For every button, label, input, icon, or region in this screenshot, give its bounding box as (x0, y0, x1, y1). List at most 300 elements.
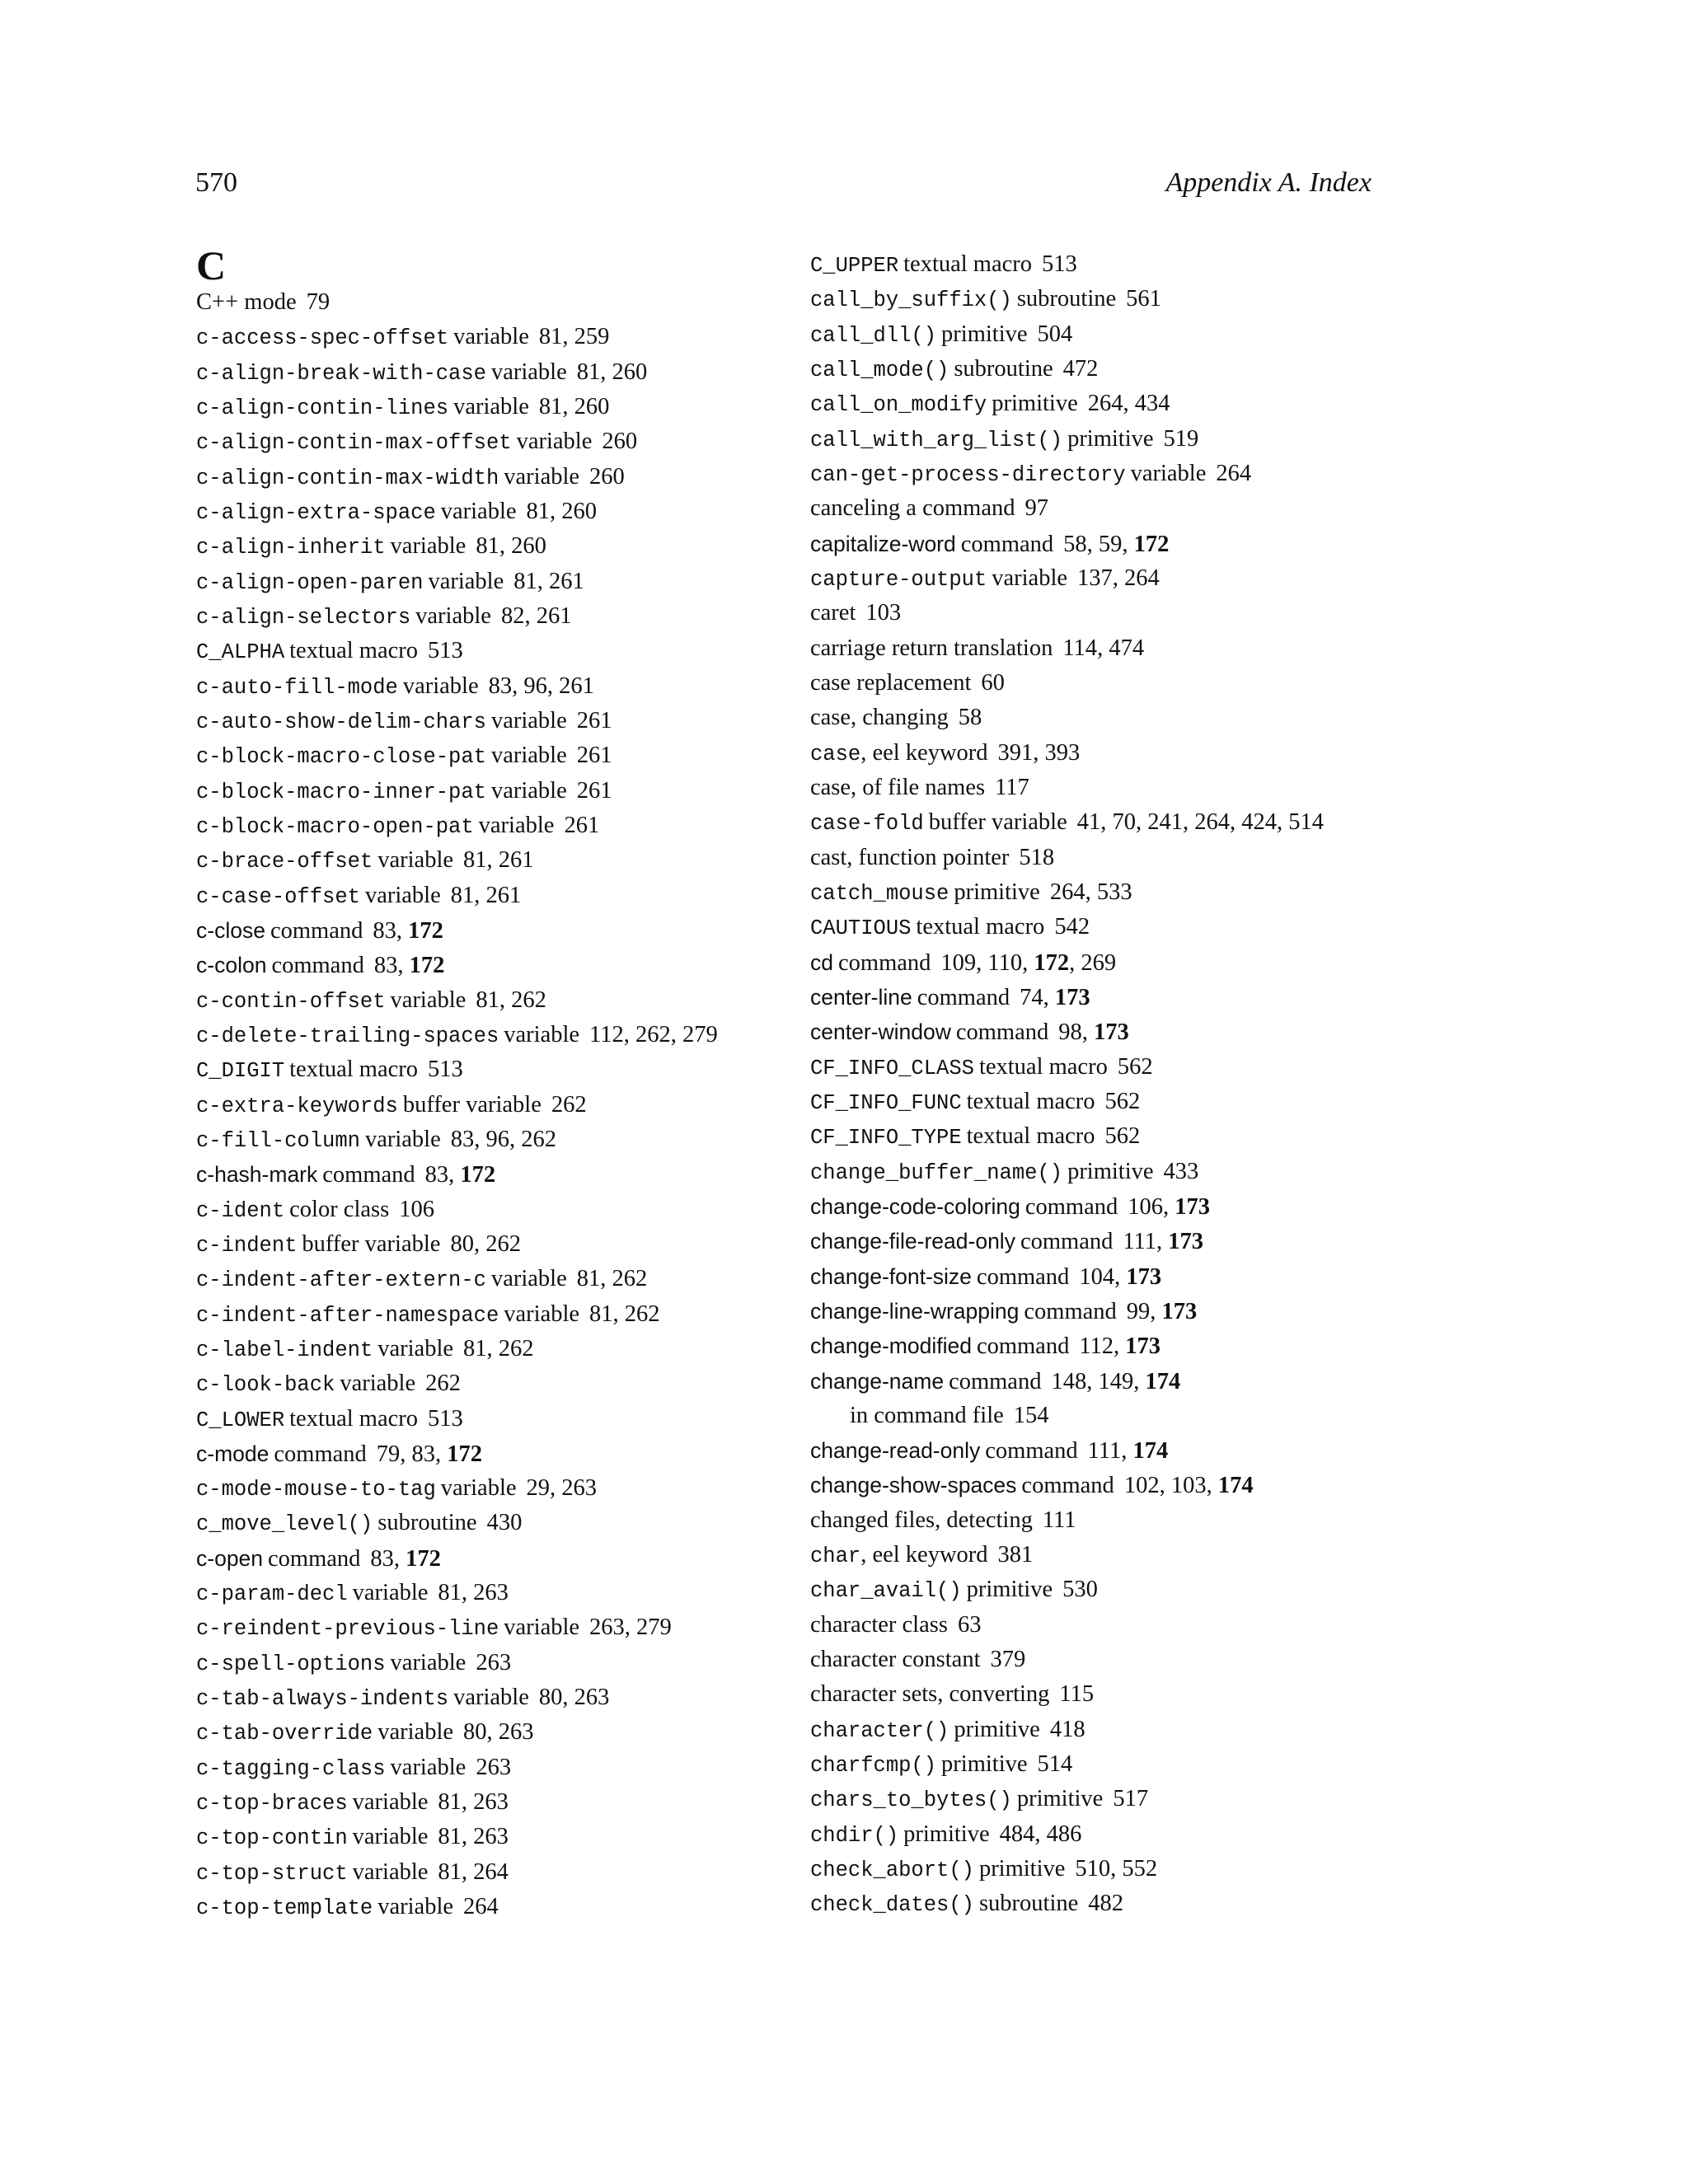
index-entry (810, 841, 1486, 875)
index-term-kind: command (960, 531, 1054, 557)
index-entry (810, 666, 1486, 701)
page-ref: 262 (425, 1371, 461, 1397)
page-references: 81, 262 (576, 1266, 648, 1292)
page-ref: 264 (1216, 460, 1252, 486)
page-ref: 154 (1013, 1402, 1049, 1428)
index-entry (196, 390, 823, 424)
page-references: 106, 173 (1128, 1193, 1210, 1220)
index-term: in command file (850, 1402, 1004, 1428)
index-term: c-brace-offset (196, 850, 373, 874)
page-ref: 262 (612, 1266, 648, 1292)
page-ref: 104 (1079, 1263, 1115, 1290)
page-ref: 279 (682, 1021, 718, 1047)
index-term-kind: textual macro (289, 1057, 419, 1083)
page-ref: 430 (486, 1510, 523, 1536)
index-term: c-close (196, 917, 265, 943)
index-term: c-align-selectors (196, 605, 411, 630)
index-term-kind: primitive (992, 391, 1078, 417)
index-entry (810, 527, 1486, 561)
page-references: 81, 262 (463, 1335, 534, 1361)
page-ref: 514 (1037, 1751, 1073, 1778)
page-ref: 172 (1034, 949, 1070, 976)
index-term-kind: primitive (1067, 1158, 1154, 1184)
index-term: change-file-read-only (810, 1229, 1015, 1254)
page-references (399, 1197, 434, 1222)
index-entry (196, 843, 823, 878)
index-entry (196, 1471, 823, 1506)
index-entry (196, 355, 823, 390)
index-entry (196, 774, 823, 808)
index-term-kind: variable (352, 1858, 429, 1885)
page-references: 29, 263 (526, 1475, 598, 1502)
index-entry (196, 983, 823, 1018)
index-term: c-top-struct (196, 1861, 348, 1886)
index-entry (196, 704, 823, 738)
index-term-kind: primitive (954, 1716, 1040, 1742)
page-ref: 98 (1058, 1019, 1082, 1046)
page-ref: 552 (1122, 1856, 1158, 1882)
page-ref: 81 (463, 1335, 487, 1361)
page-references: 81, 262 (476, 987, 546, 1013)
index-entry (810, 1085, 1486, 1119)
page-ref: 262 (498, 1335, 534, 1361)
page-ref: 379 (990, 1647, 1026, 1673)
page-ref: 83 (424, 1162, 449, 1188)
page-references: 81, 263 (438, 1580, 509, 1606)
page-ref: 263 (561, 1475, 598, 1502)
index-term: case (810, 742, 861, 766)
page-ref: 58 (958, 705, 982, 731)
page-ref: 513 (428, 638, 463, 664)
index-entry (810, 701, 1486, 735)
page-ref: 106 (399, 1196, 434, 1222)
index-term-kind: variable (504, 1021, 580, 1047)
page-ref: 472 (1062, 355, 1099, 382)
index-term-kind: variable (478, 812, 555, 838)
index-term: c-auto-fill-mode (196, 675, 398, 700)
page-ref: 81 (538, 324, 563, 350)
page-ref: 81 (450, 882, 475, 908)
page-references: 98, 173 (1058, 1019, 1129, 1046)
page-references (959, 705, 982, 730)
page-ref: 81 (463, 847, 487, 874)
index-entry (196, 424, 823, 459)
index-term: CF_INFO_CLASS (810, 1056, 974, 1080)
index-term: c-top-contin (196, 1826, 348, 1851)
page-ref: 263 (476, 1754, 512, 1780)
index-term-kind: variable (440, 1475, 517, 1502)
index-entry (196, 1297, 823, 1332)
page-ref: 111 (1042, 1507, 1076, 1533)
index-term-kind: primitive (941, 321, 1028, 347)
page-references (577, 778, 612, 804)
page-ref: 111 (1087, 1438, 1122, 1465)
index-entry (810, 736, 1486, 771)
index-term-kind: subroutine (377, 1510, 477, 1536)
index-term: c-auto-show-delim-chars (196, 710, 486, 734)
page-references: 83, 172 (373, 953, 445, 979)
index-entry (810, 1886, 1486, 1921)
index-term-kind: buffer variable (402, 1091, 542, 1118)
page-ref: 103 (1170, 1473, 1207, 1499)
index-term: character class (810, 1611, 948, 1638)
page-ref: 262 (624, 1301, 660, 1327)
page-references: 81, 264 (438, 1858, 509, 1885)
page-ref: 112 (589, 1021, 624, 1047)
index-term: c-tab-always-indents (196, 1687, 449, 1712)
page-ref: 174 (1145, 1368, 1181, 1394)
page-references: 111, 174 (1087, 1438, 1169, 1465)
index-term: c-ident (196, 1198, 285, 1223)
index-term: change-modified (810, 1333, 972, 1359)
page-references: 79, 83, 172 (376, 1441, 483, 1467)
page-ref: 81 (476, 533, 499, 560)
page-ref: 79 (306, 289, 331, 315)
page-ref: 172 (460, 1162, 496, 1188)
index-term: canceling a command (810, 495, 1015, 522)
index-term-kind: command (1021, 1473, 1114, 1499)
page-ref: 106 (1128, 1193, 1163, 1220)
index-term-kind: variable (352, 1824, 429, 1850)
page-ref: 83 (373, 917, 396, 944)
index-entry (196, 879, 823, 913)
index-term: c-delete-trailing-spaces (196, 1024, 499, 1048)
page-ref: 80 (538, 1685, 563, 1711)
index-entry (810, 1677, 1486, 1712)
index-term: change-name (810, 1368, 945, 1394)
page-references: 148, 149, 174 (1051, 1368, 1181, 1394)
page-ref: 562 (1117, 1053, 1153, 1080)
index-entry (196, 1122, 823, 1157)
page-ref: 83 (411, 1441, 436, 1467)
page-ref: 486 (1046, 1821, 1082, 1847)
page-ref: 260 (612, 359, 648, 385)
index-term-kind: variable (992, 565, 1068, 591)
index-entry (810, 247, 1486, 282)
index-term: c-param-decl (196, 1582, 348, 1607)
page-ref: 81 (438, 1580, 462, 1606)
index-entry (196, 1680, 823, 1715)
index-term-kind: primitive (966, 1577, 1053, 1603)
index-term-kind: textual macro (903, 251, 1033, 277)
index-term-kind: subroutine (954, 355, 1053, 382)
page-ref: 241 (1147, 809, 1183, 836)
index-entry (196, 1785, 823, 1820)
page-ref: 82 (500, 602, 525, 629)
index-term-kind: variable (490, 777, 567, 804)
page-references (865, 600, 901, 626)
page-references: 83, 172 (370, 1545, 441, 1572)
page-ref: 263 (476, 1649, 512, 1675)
running-header-title: Appendix A. Index (1165, 167, 1372, 198)
page-ref: 263 (589, 1615, 625, 1641)
page-ref: 261 (559, 673, 594, 699)
index-entry (196, 1193, 823, 1227)
page-ref: 115 (1059, 1681, 1095, 1708)
index-entry (196, 808, 823, 843)
page-ref: 263 (498, 1719, 534, 1746)
page-ref: 513 (1042, 251, 1077, 277)
index-entry (810, 282, 1486, 316)
index-term: c-contin-offset (196, 989, 386, 1014)
index-term-kind: variable (377, 1894, 454, 1920)
index-entry (196, 1332, 823, 1366)
page-ref: 172 (408, 917, 443, 944)
page-ref: 74 (1020, 984, 1043, 1010)
page-references (958, 1612, 982, 1638)
page-ref: 29 (526, 1475, 551, 1502)
page-ref: 263 (574, 1685, 610, 1711)
index-term-kind: command (1025, 1193, 1118, 1220)
index-term: c-block-macro-inner-pat (196, 780, 486, 804)
page-references (1063, 356, 1099, 382)
index-entry (810, 1189, 1486, 1224)
page-references: 114, 474 (1062, 635, 1145, 661)
index-term: C_ALPHA (196, 640, 285, 665)
page-ref: 99 (1126, 1298, 1151, 1324)
page-ref: 63 (957, 1611, 982, 1638)
index-column-right (810, 247, 1486, 1922)
page-references: 81, 260 (476, 533, 546, 560)
index-term: c-indent-after-namespace (196, 1303, 499, 1328)
index-term: C_LOWER (196, 1408, 285, 1432)
page-ref: 172 (406, 1545, 441, 1572)
page-ref: 70 (1112, 809, 1136, 836)
page-ref: 80 (450, 1230, 474, 1257)
page-references: 81, 260 (538, 393, 610, 419)
page-ref: 81 (476, 987, 499, 1013)
index-term-kind: buffer variable (928, 809, 1067, 836)
right-entries (810, 247, 1486, 1922)
page-ref: 81 (538, 393, 563, 419)
index-entry (196, 599, 823, 634)
page-references (476, 1650, 511, 1675)
index-entry (810, 352, 1486, 387)
page-ref: 261 (485, 882, 522, 908)
page-ref: 97 (1025, 495, 1048, 522)
page-references (589, 464, 625, 490)
index-term: change-line-wrapping (810, 1298, 1020, 1324)
page-ref: 261 (548, 568, 584, 594)
index-entry (810, 561, 1486, 596)
index-term-kind: variable (415, 602, 491, 629)
page-references: 81, 263 (438, 1824, 509, 1850)
page-references (1014, 1403, 1049, 1428)
index-term: cast, function pointer (810, 844, 1010, 870)
page-references (981, 670, 1005, 696)
index-entry (810, 1713, 1486, 1747)
index-entry (810, 1329, 1486, 1363)
index-term-kind: command (838, 949, 931, 976)
page-references: 83, 96, 262 (450, 1126, 556, 1152)
page-ref: 264 (1124, 565, 1160, 591)
index-term-kind: subroutine (978, 1891, 1079, 1917)
page-ref: 81 (589, 1301, 613, 1327)
page-references: 263, 279 (589, 1615, 672, 1641)
index-column-left (196, 242, 823, 1924)
page-references (487, 1510, 523, 1535)
page-ref: 83 (488, 673, 513, 699)
page-ref: 561 (1126, 286, 1161, 312)
page-references: 81, 263 (438, 1789, 509, 1816)
page-references (602, 429, 637, 454)
page-ref: 112 (1079, 1333, 1114, 1360)
index-term-kind: variable (352, 1580, 429, 1606)
page-references: 80, 263 (463, 1719, 534, 1746)
page-ref: 117 (995, 774, 1029, 800)
index-term-kind: command (270, 917, 363, 944)
page-ref: 102 (1123, 1473, 1160, 1499)
page-ref: 513 (428, 1405, 463, 1432)
page-ref: 262 (485, 1230, 521, 1257)
page-ref: 264 (1194, 809, 1230, 836)
index-term-kind: variable (504, 1615, 580, 1641)
index-entry (196, 1541, 823, 1576)
index-entry (810, 1433, 1486, 1468)
page-references: 58, 59, 172 (1063, 531, 1170, 557)
index-term-kind: variable (490, 1266, 567, 1292)
index-entry (196, 1088, 823, 1122)
index-term-kind: variable (340, 1371, 416, 1397)
index-term: chars_to_bytes() (810, 1788, 1012, 1813)
page-ref: 59 (1098, 531, 1123, 557)
index-entry (810, 1155, 1486, 1189)
index-term: c-tagging-class (196, 1756, 386, 1781)
page-ref: 137 (1077, 565, 1113, 591)
page-references (1038, 1751, 1073, 1777)
index-entry (810, 910, 1486, 944)
index-entry (196, 738, 823, 773)
index-term-kind: primitive (903, 1821, 990, 1847)
index-term-kind: , eel keyword (860, 739, 988, 766)
page-ref: 513 (428, 1057, 463, 1083)
index-entry (196, 1576, 823, 1610)
page-ref: 172 (409, 953, 445, 979)
page-references (1105, 1089, 1141, 1114)
index-term: c-mode-mouse-to-tag (196, 1478, 436, 1502)
page-ref: 260 (574, 393, 610, 419)
page-ref: 173 (1054, 984, 1090, 1010)
index-term: change-font-size (810, 1263, 972, 1289)
page-ref: 173 (1126, 1263, 1162, 1290)
page-ref: 542 (1054, 914, 1090, 940)
page-ref: 263 (473, 1789, 509, 1816)
index-term-kind: variable (1130, 460, 1207, 486)
index-entry (810, 1224, 1486, 1258)
page-references: 82, 261 (500, 602, 572, 629)
page-ref: 433 (1163, 1158, 1199, 1184)
page-references (1050, 1717, 1085, 1742)
index-term: c-align-contin-max-width (196, 466, 499, 490)
index-term: C_UPPER (810, 254, 899, 278)
index-term-kind: primitive (1067, 425, 1154, 452)
page-references: 80, 262 (450, 1230, 521, 1257)
page-references (1038, 321, 1073, 347)
index-entry (810, 596, 1486, 630)
index-term-kind: command (955, 1019, 1049, 1046)
index-term: case-fold (810, 812, 924, 837)
page-ref: 83 (450, 1126, 475, 1152)
page-references (428, 1406, 463, 1432)
index-entry (196, 1262, 823, 1296)
page-ref: 263 (473, 1824, 509, 1850)
index-term-kind: variable (504, 463, 580, 490)
index-term: c-hash-mark (196, 1162, 318, 1188)
index-term-kind: variable (364, 882, 441, 908)
index-entry (810, 457, 1486, 491)
left-entries (196, 285, 823, 1924)
page-references: 264, 434 (1087, 391, 1170, 417)
index-term-kind: command (1024, 1298, 1117, 1324)
page-ref: 41 (1076, 809, 1101, 836)
index-entry (810, 1399, 1486, 1433)
index-term-kind: variable (490, 743, 567, 769)
index-term: chdir() (810, 1823, 899, 1848)
index-entry (196, 1436, 823, 1471)
page-ref: 517 (1113, 1786, 1149, 1812)
index-entry (196, 1820, 823, 1854)
index-entry (810, 1294, 1486, 1329)
page-references: 104, 173 (1079, 1263, 1162, 1290)
index-term: change-read-only (810, 1438, 981, 1464)
page-ref: 514 (1288, 809, 1324, 836)
page-ref: 484 (999, 1821, 1035, 1847)
index-term: c-reindent-previous-line (196, 1617, 499, 1642)
index-entry (196, 913, 823, 948)
index-term-kind: textual macro (966, 1123, 1095, 1150)
index-entry (810, 1817, 1486, 1852)
page-ref: 269 (1081, 949, 1117, 976)
page-ref: 262 (511, 987, 546, 1013)
index-term: c-align-break-with-case (196, 361, 486, 386)
index-term-kind: command (274, 1441, 367, 1467)
page-references: 83, 96, 261 (488, 673, 594, 699)
index-entry (810, 1572, 1486, 1607)
page-references: 111, 173 (1123, 1229, 1203, 1255)
page-references (476, 1755, 511, 1780)
page-references (1088, 1891, 1123, 1916)
page-ref: 173 (1168, 1229, 1203, 1255)
page-ref: 110 (987, 949, 1023, 976)
index-term-kind: variable (377, 1335, 454, 1361)
page-ref: 58 (1063, 531, 1087, 557)
index-term: c-colon (196, 953, 267, 978)
index-term: c-tab-override (196, 1722, 373, 1746)
page-ref: 259 (574, 324, 610, 350)
index-term-kind: variable (390, 1754, 467, 1780)
index-entry (810, 1119, 1486, 1154)
index-term: character() (810, 1718, 950, 1743)
index-entry (810, 1538, 1486, 1572)
index-entry (810, 1747, 1486, 1782)
page-ref: 83 (373, 953, 398, 979)
index-term-kind: variable (516, 429, 593, 455)
index-term-kind: , eel keyword (860, 1542, 988, 1568)
index-term: c-align-open-paren (196, 570, 424, 595)
page-references: 81, 262 (589, 1301, 660, 1327)
index-term: c-fill-column (196, 1128, 360, 1153)
section-letter: C (196, 242, 227, 288)
index-entry (810, 1608, 1486, 1643)
index-term-kind: command (976, 1333, 1070, 1360)
page-references (1118, 1054, 1153, 1080)
index-term: CF_INFO_FUNC (810, 1090, 962, 1115)
page-ref: 81 (576, 359, 601, 385)
page-ref: 81 (576, 1266, 601, 1292)
page-ref: 96 (523, 673, 547, 699)
index-entry (810, 945, 1486, 980)
index-entry (196, 1855, 823, 1890)
